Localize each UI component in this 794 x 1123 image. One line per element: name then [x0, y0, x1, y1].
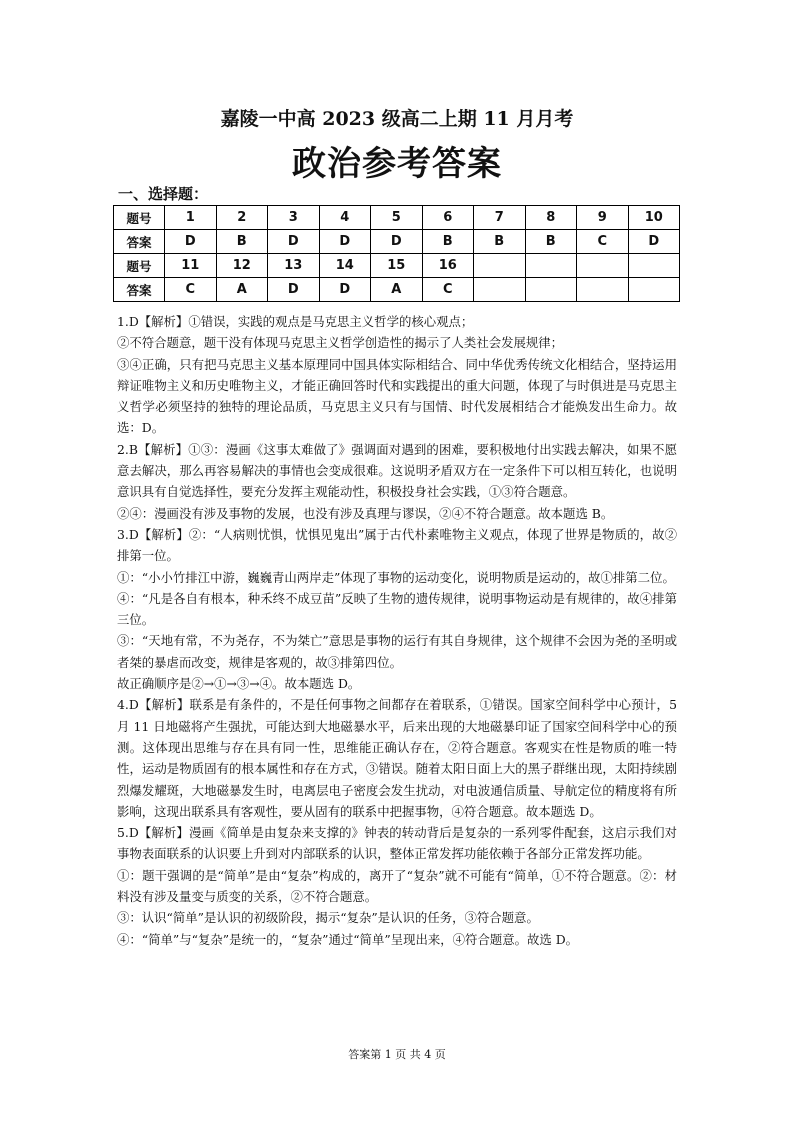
table-cell: 15: [371, 254, 423, 278]
table-row-header: 题号: [114, 206, 165, 230]
table-cell: B: [525, 230, 577, 254]
table-cell: [474, 254, 526, 278]
table-cell: C: [165, 278, 217, 302]
table-row: [114, 206, 680, 230]
page-footer: 答案第 1 页 共 4 页: [348, 1048, 446, 1061]
explanation-paragraph: 1.D【解析】①错误，实践的观点是马克思主义哲学的核心观点；: [117, 314, 474, 329]
table-cell: [525, 254, 577, 278]
explanations: [117, 311, 677, 950]
table-cell: [474, 278, 526, 302]
table-cell: D: [628, 230, 680, 254]
explanation-paragraph: ④：“简单”与“复杂”是统一的，“复杂”通过“简单”呈现出来，④符合题意。故选 D。: [117, 931, 579, 947]
explanation-paragraph: ③：“天地有常，不为尧存，不为桀亡”意思是事物的运行有其自身规律，这个规律不会因为尧的圣明或者桀的暴虐而改变，规律是客观的，故③排第四位。: [117, 633, 677, 670]
table-row-header: 题号: [114, 254, 165, 278]
table-cell: 11: [165, 254, 217, 278]
table-cell: 16: [422, 254, 474, 278]
table-cell: 4: [319, 206, 371, 230]
explanation-paragraph: ②④：漫画没有涉及事物的发展，也没有涉及真理与谬误，②④不符合题意。故本题选 B。: [117, 505, 614, 521]
table-cell: C: [422, 278, 474, 302]
explanation-paragraph: 3.D【解析】②：“人病则忧惧，忧惧见鬼出”属于古代朴素唯物主义观点，体现了世界是物质的，故②排第一位。: [117, 526, 677, 564]
table-cell: D: [165, 230, 217, 254]
table-cell: C: [577, 230, 629, 254]
table-cell: D: [268, 278, 320, 302]
explanation-paragraph: ①：“小小竹排江中游，巍巍青山两岸走”体现了事物的运动变化，说明物质是运动的，故①排第二位。: [117, 569, 675, 585]
table-cell: 1: [165, 206, 217, 230]
table-cell: D: [319, 230, 371, 254]
table-cell: [577, 278, 629, 302]
table-cell: A: [216, 278, 268, 302]
table-cell: A: [371, 278, 423, 302]
explanation-paragraph: 故正确顺序是②→①→③→④。故本题选 D。: [117, 676, 361, 692]
explanation-paragraph: ③④正确，只有把马克思主义基本原理同中国具体实际相结合、同中华优秀传统文化相结合，坚持运用辩证唯物主义和历史唯物主义，才能正确回答时代和实践提出的重大问题，体现了与时俱进是马克思主义哲学必须坚持的独特的理论品质，马克思主义只有与国情、时代发展相结合才能焕发出生命力。故选：D。: [117, 356, 677, 436]
table-row-header: 答案: [114, 230, 165, 254]
table-row: [114, 278, 680, 302]
table-cell: [628, 278, 680, 302]
exam-title: 嘉陵一中高 2023 级高二上期 11 月月考: [220, 108, 574, 130]
table-cell: 5: [371, 206, 423, 230]
table-cell: 13: [268, 254, 320, 278]
table-cell: 10: [628, 206, 680, 230]
table-cell: [525, 278, 577, 302]
table-cell: 12: [216, 254, 268, 278]
table-cell: D: [319, 278, 371, 302]
table-row-header: 答案: [114, 278, 165, 302]
table-cell: B: [216, 230, 268, 254]
explanation-paragraph: ③：认识“简单”是认识的初级阶段，揭示“复杂”是认识的任务，③符合题意。: [117, 910, 539, 926]
section-heading: 一、选择题：: [118, 185, 209, 203]
table-cell: 3: [268, 206, 320, 230]
table-cell: [628, 254, 680, 278]
table-row: [114, 230, 680, 254]
explanation-paragraph: 5.D【解析】漫画《简单是由复杂来支撑的》钟表的转动背后是复杂的一系列零件配套，这启示我们对事物表面联系的认识要上升到对内部联系的认识，整体正常发挥功能依赖于各部分正常发挥功能。: [117, 825, 677, 862]
explanation-paragraph: ②不符合题意，题干没有体现马克思主义哲学创造性的揭示了人类社会发展规律；: [117, 335, 564, 351]
answer-table: [113, 205, 680, 302]
table-cell: 14: [319, 254, 371, 278]
table-cell: B: [422, 230, 474, 254]
table-cell: D: [268, 230, 320, 254]
table-cell: 7: [474, 206, 526, 230]
subject-title: 政治参考答案: [292, 144, 502, 184]
table-cell: [577, 254, 629, 278]
explanation-paragraph: ①：题干强调的是“简单”是由“复杂”构成的，离开了“复杂”就不可能有“简单，①不符合题意。②：材料没有涉及量变与质变的关系，②不符合题意。: [117, 867, 677, 905]
table-cell: 6: [422, 206, 474, 230]
explanation-paragraph: ④：“凡是各自有根本，种禾终不成豆苗”反映了生物的遗传规律，说明事物运动是有规律的，故④排第三位。: [117, 590, 677, 628]
table-cell: 2: [216, 206, 268, 230]
explanation-paragraph: 2.B【解析】①③：漫画《这事太难做了》强调面对遇到的困难，要积极地付出实践去解决，如果不愿意去解决，那么再容易解决的事情也会变成很难。这说明矛盾双方在一定条件下可以相互转化，也说明意识具有自觉选择性，要充分发挥主观能动性，积极投身社会实践，①③符合题意。: [117, 441, 677, 500]
explanation-paragraph: 4.D【解析】联系是有条件的，不是任何事物之间都存在着联系，①错误。国家空间科学中心预计，5 月 11 日地磁将产生强扰，可能达到大地磁暴水平，后来出现的大地磁暴印证了国家空间科学中心的预测。这体现出思维与存在具有同一性，思维能正确认存在，②符合题意。客观实在性是物质的唯一特性，运动是物质固有的根本属性和存在方式，③错误。随着太阳日面上大的黑子群继出现，太阳持续剧烈爆发耀斑，大地磁暴发生时，电离层电子密度会发生扰动，对电波通信质量、导航定位的精度将有所影响，这现出联系具有客观性，要从固有的联系中把握事物，④符合题意。故本题选 D。: [117, 697, 677, 819]
table-cell: 9: [577, 206, 629, 230]
table-cell: 8: [525, 206, 577, 230]
table-row: [114, 254, 680, 278]
table-cell: D: [371, 230, 423, 254]
table-cell: B: [474, 230, 526, 254]
